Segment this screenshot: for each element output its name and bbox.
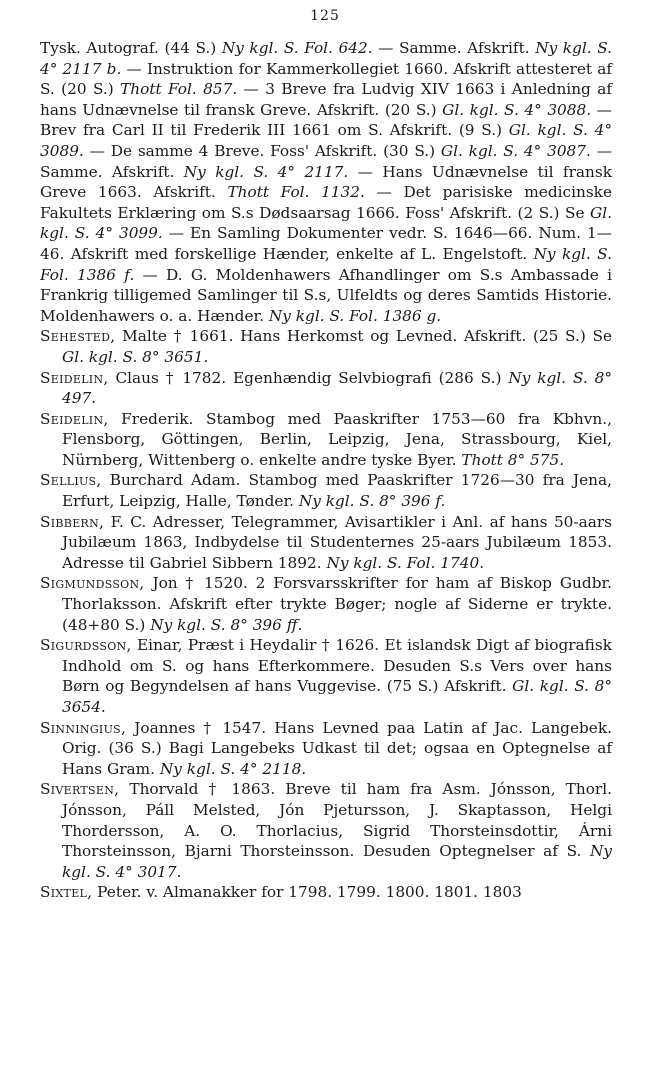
shelfmark-reference: Thott Fol. 1132.	[227, 183, 365, 202]
entry-text: Claus † 1782. Egenhændig Selvbiografi (286 S.)	[108, 368, 509, 387]
entry-text: — Samme. Afskrift.	[372, 39, 536, 57]
entry-text: — Brev fra Carl II til Frederik III 1661 om S. Afskrift. (9 S.)	[40, 100, 612, 140]
continued-entry-text	[40, 38, 612, 326]
catalog-body	[40, 38, 612, 903]
entry-name: Sigurdsson,	[40, 636, 132, 655]
entry-text: — Samme. Afskrift.	[40, 141, 612, 181]
entry-text: Tysk. Autograf. (44 S.)	[40, 39, 222, 57]
shelfmark-reference: Ny kgl. S. 8° 497.	[62, 368, 613, 408]
entry-text: Jon † 1520. 2 Forsvarsskrifter for ham af Biskop Gudbr. Thorlaksson. Afskrift efter trykte Bøger; nogle af Siderne er trykte. (48+80 S.)	[62, 574, 612, 634]
page-number: 125	[310, 8, 340, 24]
shelfmark-reference: Ny kgl. S. 8° 396 ff.	[150, 615, 303, 634]
catalog-entry	[40, 882, 612, 903]
catalog-entry	[40, 573, 612, 635]
shelfmark-reference: Thott 8° 575.	[461, 450, 565, 469]
entry-text: Joannes † 1547. Hans Levned paa Latin af Jac. Langebek. Orig. (36 S.) Bagi Langebeks Udkast til det; ogsaa en Optegnelse af Hans Gram.	[62, 718, 612, 778]
shelfmark-reference: Ny kgl. S. 8° 396 f.	[298, 492, 446, 511]
entry-text: Malte † 1661. Hans Herkomst og Levned. Afskrift. (25 S.) Se	[115, 327, 612, 346]
catalog-entry	[40, 718, 612, 780]
entry-name: Sellius,	[40, 471, 102, 490]
shelfmark-reference: Ny kgl. S. 4° 2117.	[183, 162, 349, 181]
shelfmark-reference: Ny kgl. S. Fol. 642.	[221, 39, 373, 57]
shelfmark-reference: Thott Fol. 857.	[120, 80, 238, 99]
entry-name: Sixtel,	[40, 883, 93, 902]
shelfmark-reference: Gl. kgl. S. 8° 3654.	[62, 677, 612, 716]
entry-text: — Hans Udnævnelse til fransk Greve 1663. Afskrift.	[40, 162, 612, 202]
entry-name: Sinningius,	[40, 718, 127, 737]
entry-name: Sigmundsson,	[40, 574, 145, 593]
entry-text: — De samme 4 Breve. Foss' Afskrift. (30 S.)	[83, 141, 441, 160]
entry-text: — Det parisiske medicinske Fakultets Erklæring om S.s Dødsaarsag 1666. Foss' Afskrift. (2 S.) Se	[40, 183, 613, 222]
entry-text: — D. G. Moldenhawers Afhandlinger om S.s Ambassade i Frankrig tilligemed Samlinger til S.s, Ulfeldts og deres Samtids Historie. Moldenhawers o. a. Hænder.	[40, 265, 612, 325]
entry-text: — 3 Breve fra Ludvig XIV 1663 i Anledning af hans Udnævnelse til fransk Greve. Afskrift. (20 S.)	[40, 80, 612, 119]
catalog-entry	[40, 368, 612, 409]
shelfmark-reference: Ny kgl. S. 4° 2117 b.	[40, 39, 612, 78]
entry-name: Sivertsen,	[40, 780, 120, 799]
entry-name: Seidelin,	[40, 368, 109, 387]
entry-name: Seidelin,	[40, 409, 109, 428]
shelfmark-reference: Ny kgl. S. 4° 2118.	[159, 759, 307, 778]
catalog-entry	[40, 326, 612, 367]
entry-text: Einar, Præst i Heydalir † 1626. Et islandsk Digt af biografisk Indhold om S. og hans Efterkommere. Desuden S.s Vers over hans Børn og Begyndelsen af hans Vuggevise. (75 S.) Afskrift.	[62, 636, 612, 696]
entry-text: Thorvald † 1863. Breve til ham fra Asm. Jónsson, Thorl. Jónsson, Páll Melsted, Jón Pjetursson, J. Skaptasson, Helgi Thordersson, A. O. Thorlacius, Sigrid Thorsteinsdottir, Árni Thorsteinsson, Bjarni Thorsteinsson. Desuden Optegnelser af S.	[62, 780, 612, 861]
entry-text: F. C. Adresser, Telegrammer, Avisartikler i Anl. af hans 50-aars Jubilæum 1863, Indbydelse til Studenternes 25-aars Jubilæum 1853. Adresse til Gabriel Sibbern 1892.	[62, 512, 612, 572]
shelfmark-reference: Gl. kgl. S. 4° 3087.	[440, 141, 591, 160]
entry-text: Peter. v. Almanakker for 1798. 1799. 1800. 1801. 1803	[92, 883, 522, 902]
shelfmark-reference: Gl. kgl. S. 8° 3651.	[62, 347, 209, 366]
shelfmark-reference: Gl. kgl. S. 4° 3099.	[40, 203, 612, 243]
shelfmark-reference: Ny kgl. S. Fol. 1386 f.	[40, 244, 612, 284]
entry-text: — En Samling Dokumenter vedr. S. 1646—66. Num. 1—46. Afskrift med forskellige Hænder, enkelte af L. Engelstoft.	[40, 224, 613, 263]
entry-text: — Instruktion for Kammerkollegiet 1660. Afskrift attesteret af S. (20 S.)	[40, 59, 612, 99]
catalog-entries	[40, 326, 612, 903]
catalog-entry	[40, 409, 612, 471]
catalog-entry	[40, 635, 612, 717]
shelfmark-reference: Ny kgl. S. Fol. 1386 g.	[268, 306, 442, 325]
entry-name: Sehested,	[40, 327, 116, 346]
shelfmark-reference: Gl. kgl. S. 4° 3088.	[442, 100, 592, 119]
shelfmark-reference: Gl. kgl. S. 4° 3089.	[40, 121, 612, 160]
shelfmark-reference: Ny kgl. S. Fol. 1740.	[326, 553, 485, 572]
catalog-entry	[40, 512, 612, 574]
catalog-entry	[40, 470, 612, 511]
catalog-entry	[40, 779, 612, 882]
entry-text: Frederik. Stambog med Paaskrifter 1753—60 fra Kbhvn., Flensborg, Göttingen, Berlin, Leipzig, Jena, Strassbourg, Kiel, Nürnberg, Wittenberg o. enkelte andre tyske Byer.	[62, 409, 612, 469]
entry-text: Burchard Adam. Stambog med Paaskrifter 1726—30 fra Jena, Erfurt, Leipzig, Halle, Tønder.	[62, 471, 612, 511]
shelfmark-reference: Ny kgl. S. 4° 3017.	[62, 842, 612, 881]
entry-name: Sibbern,	[40, 512, 105, 531]
